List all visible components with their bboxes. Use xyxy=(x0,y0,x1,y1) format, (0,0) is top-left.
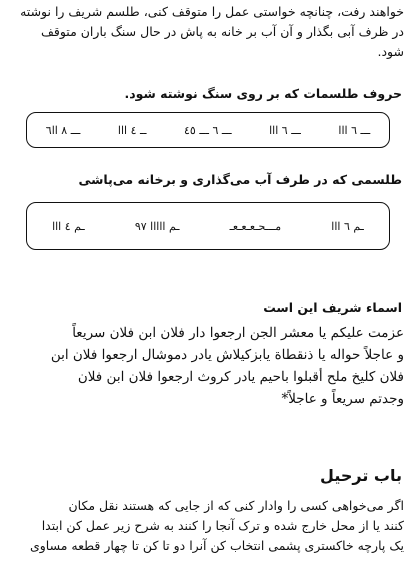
water-heading: طلسمی که در طرف آب می‌گذاری و برخانه می‌پاشی xyxy=(78,172,402,187)
names-line: فلان کلیخ ملح أقبلوا باحیم یادر کروث ارجعوا فلان ابن فلان xyxy=(77,369,404,385)
final-line: یک پارچه خاکستری پشمی انتخاب کن آنرا دو تا کن تا چهار قطعه مساوی xyxy=(29,538,404,553)
final-line: کنند یا از محل خارج شده و ترک آنجا را کنند به شرح زیر عمل کن ابتدا xyxy=(41,518,404,533)
talisman-glyph: ـم ااااا ٩٧ xyxy=(134,219,180,233)
names-paragraph xyxy=(14,322,404,410)
talisman-glyph: ـــ ٦ ـــ ٤٥ xyxy=(184,123,232,137)
talisman-glyph: ـــ ٦ ااا xyxy=(269,123,301,137)
final-line: اگر می‌خواهی کسی را وادار کنی که از جایی که هستند نقل مکان xyxy=(68,498,404,513)
intro-line: در ظرف آبی بگذار و آن آب بر خانه به پاش در حال سنگ باران متوقف xyxy=(40,24,404,39)
talisman-glyph: ـــ ٨ اا٦ xyxy=(45,123,81,137)
final-paragraph xyxy=(14,496,404,556)
names-line: عزمت علیکم یا معشر الجن ارجعوا دار فلان ابن فلان سریعاً xyxy=(72,325,404,341)
intro-line: خواهند رفت، چنانچه خواستی عمل را متوقف کنی، طلسم شریف را نوشته xyxy=(20,4,404,19)
talisman-glyph: ـــ ٦ ااا xyxy=(338,123,371,137)
names-line: وجدتم سریعاً و عاجلاً* xyxy=(281,391,404,407)
stone-heading: حروف طلسمات که بر روی سنگ نوشته شود. xyxy=(124,86,402,101)
intro-line: شود. xyxy=(377,44,404,59)
talisman-glyph: ـم ٤ ااا xyxy=(52,219,85,233)
names-line: و عاجلاً حواله یا ذنقطاة یابزکیلاش یادر دموشال ارجعوا فلان ابن xyxy=(50,347,404,363)
water-talisman-box xyxy=(26,202,390,250)
talisman-glyph: ــ ٤ ااا xyxy=(117,123,147,137)
talisman-glyph: مـــحـعـعـعـ xyxy=(229,219,282,233)
section-title: باب ترحیل xyxy=(320,466,402,485)
names-heading: اسماء شریف این است xyxy=(263,300,402,315)
stone-talisman-box xyxy=(26,112,390,148)
talisman-glyph: ـم ٦ ااا xyxy=(331,219,364,233)
intro-paragraph xyxy=(14,2,404,62)
